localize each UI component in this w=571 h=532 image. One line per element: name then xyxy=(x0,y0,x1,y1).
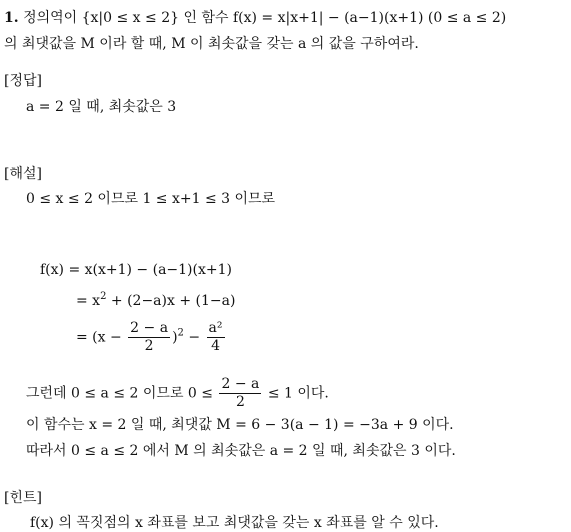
equation-line3-close: ) xyxy=(172,329,178,346)
solution-header: [해설] xyxy=(4,166,42,182)
solution-line2 xyxy=(26,376,329,411)
problem-number: 1. xyxy=(4,10,19,26)
problem-statement-line1 xyxy=(4,7,506,27)
equation-line3-minus: − xyxy=(188,329,201,346)
equation-line1: f(x) = x(x+1) − (a−1)(x+1) xyxy=(40,262,232,278)
fraction-denominator: 2 xyxy=(144,338,154,354)
fraction-numerator: 2 − a xyxy=(130,320,169,336)
equation-line2-part2: + (2−a)x + (1−a) xyxy=(106,293,236,309)
solution-line3: 이 함수는 x = 2 일 때, 최댓값 M = 6 − 3(a − 1) = −3a + 9 이다. xyxy=(26,417,454,433)
fraction-denominator: 2 xyxy=(235,394,245,410)
equation-line3-exponent: 2 xyxy=(177,327,184,339)
equation-line3-open: = (x − xyxy=(76,329,122,346)
hint-header: [힌트] xyxy=(4,490,42,506)
equation-line2-exponent: 2 xyxy=(100,291,107,302)
fraction-two-minus-a-over-2 xyxy=(128,320,170,355)
fraction-numerator: a² xyxy=(208,320,223,336)
equation-line2-part1: = x xyxy=(76,293,101,309)
solution-line2-part2: ≤ 1 이다. xyxy=(267,385,329,402)
fraction-numerator: 2 − a xyxy=(221,376,260,392)
solution-line2-part1: 그런데 0 ≤ a ≤ 2 이므로 0 ≤ xyxy=(26,385,214,402)
equation-line2 xyxy=(76,293,235,309)
hint-text: f(x) 의 꼭짓점의 x 좌표를 보고 최댓값을 갖는 x 좌표를 알 수 있다. xyxy=(30,515,439,531)
problem-statement-line2: 의 최댓값을 M 이라 할 때, M 이 최솟값을 갖는 a 의 값을 구하여라. xyxy=(4,36,419,52)
fraction-denominator: 4 xyxy=(211,338,220,354)
answer-text: a = 2 일 때, 최솟값은 3 xyxy=(26,99,177,115)
solution-line4: 따라서 0 ≤ a ≤ 2 에서 M 의 최솟값은 a = 2 일 때, 최솟값은 3 이다. xyxy=(26,443,456,459)
fraction-two-minus-a-over-2-inline xyxy=(219,376,261,411)
answer-header: [정답] xyxy=(4,73,42,89)
fraction-a-squared-over-4 xyxy=(207,320,225,355)
solution-line1: 0 ≤ x ≤ 2 이므로 1 ≤ x+1 ≤ 3 이므로 xyxy=(26,191,276,207)
equation-line3 xyxy=(76,320,227,355)
problem-text-line1: 정의역이 {x|0 ≤ x ≤ 2} 인 함수 f(x) = x|x+1| − (a−1)(x+1) (0 ≤ a ≤ 2) xyxy=(23,10,507,26)
